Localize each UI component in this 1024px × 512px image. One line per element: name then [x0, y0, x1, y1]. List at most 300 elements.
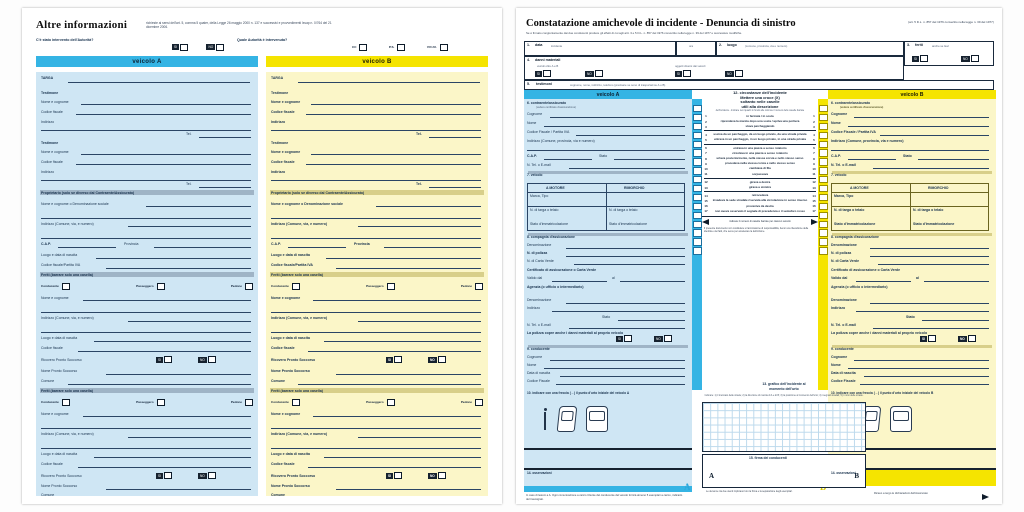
sec8-polizza-input-b[interactable]: [870, 256, 989, 257]
witness2-tel-input-a[interactable]: [199, 187, 251, 188]
signature-label-a: A: [709, 472, 715, 480]
circumstances-legal-note: Il presente documento non costituisce un'ammissione di responsabilità, bensì una rilevazione delle identità e dei fatti, che serve per accelerare la definizione.: [704, 226, 809, 233]
injured2-ername-input-b[interactable]: [336, 489, 481, 490]
witness1-addr-input-b[interactable]: [271, 130, 481, 131]
sec8-question-no-b[interactable]: NO: [958, 335, 976, 342]
sec9-data-input-b[interactable]: [864, 376, 989, 377]
targa-label-a: TARGA: [41, 76, 54, 80]
sec8-validodal-input-b[interactable]: [856, 281, 911, 282]
injured1-comune-input-a[interactable]: [68, 384, 251, 385]
witness2-addr-input-a[interactable]: [41, 180, 251, 181]
circumstance-item: 3 stava parcheggiando 3: [705, 124, 815, 129]
injured1-pedone-a[interactable]: Pedone: [231, 283, 253, 290]
injured2-name-label-a: Nome e cognome: [41, 412, 69, 416]
right-page-reference: (art. 5 D.L. n. 857 del 1976 convertito nella legge n. 39 del 1977): [908, 20, 994, 24]
sec8-polizza-input-a[interactable]: [566, 256, 685, 257]
owner-prov-label-a: Provincia: [124, 242, 139, 246]
sec9-nome-input-b[interactable]: [848, 368, 989, 369]
sec7-row3b-a: Stato d'immatricolazione: [609, 222, 648, 226]
sec7-divider-a: [528, 171, 688, 174]
circumstances-instruction-1: Mettere una croce (X): [740, 94, 780, 100]
sec8-al-input-a[interactable]: [620, 281, 685, 282]
injured1-conducente-a[interactable]: Conducente: [41, 283, 70, 290]
injured2-conducente-b[interactable]: Conducente: [271, 399, 300, 406]
left-page: [22, 8, 502, 504]
injured2-passeggero-a[interactable]: Passeggero: [136, 399, 165, 406]
authority-si-checkbox[interactable]: SI: [172, 44, 188, 51]
circumstance-check-b-17[interactable]: [819, 247, 828, 254]
injured2-name-input2-b[interactable]: [271, 428, 481, 429]
owner-birth-input-a[interactable]: [96, 258, 251, 259]
injured1-er-no-a[interactable]: NO: [198, 356, 216, 363]
car-side-icon-a: [557, 406, 578, 432]
sec6-tel-b: N. Tel. o E-mail: [831, 163, 856, 167]
sec6-addr-input-b[interactable]: [831, 150, 989, 151]
sec10-label-b: 10. indicare con una freccia (→) il punto d'urto iniziale del veicolo B: [831, 391, 934, 395]
sec9-cf-input-b[interactable]: [860, 384, 989, 385]
injured2-ername-input-a[interactable]: [106, 489, 251, 490]
circumstance-check-b-3[interactable]: [819, 123, 828, 130]
owner-addr-label-a: Indirizzo (Comune, via, e numero): [41, 222, 94, 226]
sec8-denom-input-a[interactable]: [566, 248, 685, 249]
which-authority-label: Quale Autorità è intervenuta?: [237, 38, 288, 42]
injured2-er-si-b[interactable]: SI: [386, 472, 402, 479]
sec8-question-si-b[interactable]: SI: [920, 335, 936, 342]
left-column-vehicle-a: [36, 72, 258, 496]
injured1-addr-input-a[interactable]: [128, 321, 251, 322]
sec7-col2-a: RIMORCHIO: [624, 185, 645, 190]
sec8-denom-b: Denominazione: [831, 243, 857, 247]
witness2-name-input-b[interactable]: [311, 154, 481, 155]
circumstance-check-a-11[interactable]: [693, 194, 702, 201]
witness1-name-input-b[interactable]: [311, 104, 481, 105]
sec9-nome-input-a[interactable]: [544, 368, 685, 369]
injured1-er-si-a[interactable]: SI: [156, 356, 172, 363]
sec8-stato-input-a[interactable]: [618, 320, 685, 321]
circumstance-check-b-16[interactable]: [819, 238, 828, 245]
injured2-birth-input-b[interactable]: [324, 457, 481, 458]
injured2-name-input-b[interactable]: [313, 416, 481, 417]
circumstance-item: 4 usciva da un parcheggio, da un luogo privato, da una strada privata 4: [705, 132, 815, 137]
witness1-cf-input-a[interactable]: [76, 114, 251, 115]
injured1-cf-input-a[interactable]: [78, 351, 251, 352]
witness2-tel-label-a: Tel.: [186, 182, 192, 186]
sec6-stato-input-b[interactable]: [918, 159, 989, 160]
right-vehicle-a-banner: veicolo A: [524, 90, 692, 99]
sec6-addr-a: Indirizzo (Comune, provincia, via e numero): [527, 139, 595, 143]
box-date[interactable]: 1. data incidente: [524, 41, 676, 56]
owner-addr-input-b[interactable]: [358, 226, 481, 227]
sec8-tel-input-b[interactable]: [873, 328, 989, 329]
witness1-cf-input-b[interactable]: [306, 114, 481, 115]
circumstance-check-a-15[interactable]: [693, 229, 702, 236]
circumstance-check-a-13[interactable]: [693, 212, 702, 219]
box-witnesses[interactable]: 5. testimoni cognome, nome, indirizzo, telefono (precisare se sono di trasportati su A o B): [524, 80, 994, 90]
sec9-cognome-a: Cognome: [527, 355, 543, 359]
circumstance-check-a-7[interactable]: [693, 158, 702, 165]
owner-prov-input-a[interactable]: [154, 247, 251, 248]
sec9-cognome-input-b[interactable]: [854, 360, 989, 361]
owner-birth-input-b[interactable]: [326, 258, 481, 259]
damage-objects-si[interactable]: SI: [675, 70, 691, 77]
injured1-birth-input-a[interactable]: [94, 341, 251, 342]
owner-name-input2-b[interactable]: [271, 218, 481, 219]
owner-cf-input-a[interactable]: [106, 268, 251, 269]
injured2-addr-input2-b[interactable]: [271, 448, 481, 449]
sec8-cert-b: Certificato di assicurazione o Carta Verde: [831, 268, 901, 272]
injured1-addr-label-b: Indirizzo (Comune, via, e numero): [271, 316, 328, 320]
circumstance-check-a-6[interactable]: [693, 149, 702, 156]
sec8-denom2-input-b[interactable]: [870, 303, 989, 304]
circumstance-check-a-9[interactable]: [693, 176, 702, 183]
damage-vehicles-si[interactable]: SI: [535, 70, 551, 77]
injured1-pedone-b[interactable]: Pedone: [461, 283, 483, 290]
car-rear-icon-b: [890, 406, 912, 432]
circumstance-check-a-12[interactable]: [693, 203, 702, 210]
sec6-cap-b: C.A.P.: [831, 154, 841, 158]
sec9-data-a: Data di nascita: [527, 371, 551, 375]
box-material-damage[interactable]: 4. danni materiali veicoli oltre A e B oggetti diversi dai veicoli SI NO SI NO: [524, 56, 904, 80]
damage-vehicles-no[interactable]: NO: [585, 70, 603, 77]
circumstances-column: [702, 90, 818, 381]
authority-vvuu-checkbox[interactable]: VV.UU.: [427, 44, 448, 51]
authority-question-options: [172, 35, 224, 53]
injured1-ername-label-b: Nome Pronto Soccorso: [271, 369, 310, 373]
circumstances-title: 12. circostanze dell'incidente: [733, 90, 787, 95]
owner-addr-input-a[interactable]: [128, 226, 251, 227]
sec8-stato-input-b[interactable]: [922, 320, 989, 321]
owner-addr-input2-a[interactable]: [41, 238, 251, 239]
injured-si-checkbox[interactable]: SI: [912, 55, 928, 62]
sec8-al-input-b[interactable]: [924, 281, 989, 282]
injured2-addr-input-a[interactable]: [128, 437, 251, 438]
sec6-cognome-input-a[interactable]: [550, 117, 685, 118]
injured2-birth-input-a[interactable]: [94, 457, 251, 458]
circumstance-check-a-5[interactable]: [693, 141, 702, 148]
left-page-title-note: richieste ai sensi dell'art. 5, comma 5 quater, della Legge 26 maggio 2000 n. 137 e successivi e provvedimenti Isvap n. 0/764 del 21 dicembre 2006.: [146, 21, 332, 30]
sec6-cf-input-b[interactable]: [880, 135, 989, 136]
witness2-cf-input-b[interactable]: [306, 164, 481, 165]
circumstance-check-b-9[interactable]: [819, 176, 828, 183]
injured2-name-input2-a[interactable]: [41, 428, 251, 429]
sec6-addr-input-a[interactable]: [527, 150, 685, 151]
injured1-checkboxes-a: [41, 283, 253, 290]
sec7-row1-b: Marca, Tipo: [834, 194, 854, 198]
injured2-comune-label-a: Comune: [41, 493, 55, 497]
circumstance-check-a-14[interactable]: [693, 221, 702, 228]
sec7-row3-b: Stato d'immatricolazione: [834, 222, 876, 226]
circumstance-check-a-1[interactable]: [693, 105, 702, 112]
injured2-er-si-a[interactable]: SI: [156, 472, 172, 479]
box-time[interactable]: ora: [676, 41, 716, 56]
injured1-birth-input-b[interactable]: [324, 341, 481, 342]
witness1-name-input-a[interactable]: [81, 104, 251, 105]
authority-no-checkbox[interactable]: NO: [206, 44, 224, 51]
injured1-ername-input-a[interactable]: [106, 374, 251, 375]
injured1-comune-input-b[interactable]: [298, 384, 481, 385]
sec9-nome-b: Nome: [831, 363, 841, 367]
circumstance-check-b-11[interactable]: [819, 194, 828, 201]
injured1-name-label-b: Nome e cognome: [271, 296, 301, 300]
injured1-er-si-b[interactable]: SI: [386, 356, 402, 363]
circumstance-check-b-8[interactable]: [819, 167, 828, 174]
injured1-name-input2-a[interactable]: [41, 312, 251, 313]
injured2-pedone-b[interactable]: Pedone: [461, 399, 483, 406]
injured1-passeggero-a[interactable]: Passeggero: [136, 283, 165, 290]
circumstance-check-a-8[interactable]: [693, 167, 702, 174]
sec6-cap-a: C.A.P.: [527, 154, 537, 158]
injured2-checkboxes-b: [271, 399, 483, 406]
witness2-tel-input-b[interactable]: [429, 187, 481, 188]
circumstances-count-row: [702, 216, 818, 225]
injured1-ername-input-b[interactable]: [336, 374, 481, 375]
owner-name-input-a[interactable]: [146, 206, 251, 207]
owner-prov-label-b: Provincia: [354, 242, 370, 246]
sec7-table-a: [527, 183, 685, 231]
sec8-denom2-input-a[interactable]: [566, 303, 685, 304]
injured1-addr-input2-b[interactable]: [271, 332, 481, 333]
right-page: [516, 8, 1002, 504]
sec14-label-a: 14. osservazioni: [527, 471, 552, 475]
targa-input-b[interactable]: [298, 82, 480, 83]
targa-label-b: TARGA: [271, 76, 284, 80]
owner-name-input2-a[interactable]: [41, 218, 251, 219]
injured2-pedone-a[interactable]: Pedone: [231, 399, 253, 406]
sec6-stato-b: Stato: [903, 154, 912, 158]
injured2-passeggero-b[interactable]: Passeggero: [366, 399, 395, 406]
witness2-cf-input-a[interactable]: [76, 164, 251, 165]
circumstance-check-b-10[interactable]: [819, 185, 828, 192]
footnote-right: Ricavo a tergo le dichiarazioni dell'Assicurato: [874, 492, 928, 495]
sec6-stato-input-a[interactable]: [614, 159, 685, 160]
sec6-nome-input-b[interactable]: [848, 126, 989, 127]
signatures-note: Le denunce tra due utenti implicano loro la firma e la separazione degli esemplari.: [706, 490, 793, 493]
witness2-name-label-b: Nome e cognome: [271, 150, 301, 154]
circumstance-check-b-14[interactable]: [819, 221, 828, 228]
sec6-nome-b: Nome: [831, 121, 841, 125]
sec6-tel-input-a[interactable]: [569, 168, 685, 169]
sec9-cf-input-a[interactable]: [556, 384, 685, 385]
sec9-data-input-a[interactable]: [560, 376, 685, 377]
sec9-cognome-input-a[interactable]: [550, 360, 685, 361]
sec9-nome-a: Nome: [527, 363, 537, 367]
circumstance-check-a-4[interactable]: [693, 132, 702, 139]
injured2-label-a: Feriti (barrare solo una casella): [41, 389, 93, 393]
injured2-cf-label-b: Codice fiscale: [271, 462, 295, 466]
witness2-name-input-a[interactable]: [81, 154, 251, 155]
right-column-vehicle-a: [524, 99, 692, 390]
sec9-divider-b: [832, 345, 992, 348]
injured2-checkboxes-a: [41, 399, 253, 406]
sec8-denom-input-b[interactable]: [870, 248, 989, 249]
authority-question-label: C'è stato intervento dell'Autorità?: [36, 38, 94, 42]
injured2-cf-input-a[interactable]: [78, 467, 251, 468]
injured1-passeggero-b[interactable]: Passeggero: [366, 283, 395, 290]
circumstance-check-b-7[interactable]: [819, 158, 828, 165]
injured1-name-input-b[interactable]: [313, 300, 481, 301]
sec6-cognome-input-b[interactable]: [854, 117, 989, 118]
circumstances-instruction-3: utili alla descrizione: [741, 104, 779, 110]
right-column-vehicle-b: [828, 99, 996, 390]
circumstances-instruction-2: soltanto nelle caselle: [740, 99, 780, 105]
circumstance-check-b-1[interactable]: [819, 105, 828, 112]
circumstance-check-b-4[interactable]: [819, 132, 828, 139]
sec8-question-a: La polizza copre anche i danni materiali al proprio veicolo: [527, 331, 624, 335]
injured1-birth-label-b: Luogo e data di nascita: [271, 336, 310, 340]
authority-cc-checkbox[interactable]: CC: [352, 44, 367, 51]
circumstance-check-b-2[interactable]: [819, 114, 828, 121]
circumstance-check-a-3[interactable]: [693, 123, 702, 130]
sec8-cv-b: N. di Carta Verde: [831, 259, 860, 263]
impact-diagram-a[interactable]: [542, 406, 608, 432]
injured1-er-no-b[interactable]: NO: [428, 356, 446, 363]
sec8-al-b: al: [916, 276, 919, 280]
sec8-validodal-a: Valido dal: [527, 276, 543, 280]
arrow-right-icon: [811, 219, 818, 225]
owner-cap-input-b[interactable]: [288, 247, 346, 248]
owner-prov-input-b[interactable]: [384, 247, 481, 248]
sec8-question-no-a[interactable]: NO: [654, 335, 672, 342]
damage-box-a[interactable]: [524, 450, 692, 468]
impact-point-box-a: [524, 390, 692, 448]
witness1-addr-input-a[interactable]: [41, 130, 251, 131]
sec13-hint: Indicare: 1) il tracciato delle strade; 2) la direzione di marcia di A e di B; 3) la posizione al momento dell'urto; 4) i segnali stradali; 5) i nomi delle strade.: [704, 394, 864, 397]
circumstance-item: 2 riprendeva la marcia dopo una sosta / apriva una portiera 2: [705, 118, 815, 124]
owner-birth-label-b: Luogo e data di nascita: [271, 253, 310, 257]
owner-cf-input-b[interactable]: [336, 268, 481, 269]
sec7-divider-b: [832, 171, 992, 174]
injured2-addr-input-b[interactable]: [358, 437, 481, 438]
circumstance-item: 12 girava a destra 12: [704, 179, 816, 185]
injured2-er-no-b[interactable]: NO: [428, 472, 446, 479]
sec8-validodal-input-a[interactable]: [552, 281, 607, 282]
targa-input-a[interactable]: [68, 82, 250, 83]
owner-addr-input2-b[interactable]: [271, 238, 481, 239]
owner-name-input-b[interactable]: [376, 206, 481, 207]
injured1-addr-input2-a[interactable]: [41, 332, 251, 333]
circumstance-check-a-2[interactable]: [693, 114, 702, 121]
sec8-indirizzo-input-a[interactable]: [552, 311, 685, 312]
which-authority-options: [352, 35, 448, 53]
sec8-cv-input-a[interactable]: [574, 264, 685, 265]
circumstance-check-b-5[interactable]: [819, 141, 828, 148]
injured2-name-input-a[interactable]: [83, 416, 251, 417]
sec8-question-si-a[interactable]: SI: [616, 335, 632, 342]
sec7-row2b-b: N. di targa o telaio: [913, 208, 944, 212]
circumstance-check-b-6[interactable]: [819, 149, 828, 156]
sec9-cognome-b: Cognome: [831, 355, 848, 359]
circumstance-check-b-13[interactable]: [819, 212, 828, 219]
circumstance-checkboxes-b: [819, 105, 828, 256]
sec7-row2b-a: N. di targa o telaio: [609, 208, 638, 212]
left-vehicle-a-banner: veicolo A: [36, 56, 258, 67]
sec7-col1-a: A MOTORE: [546, 185, 565, 190]
owner-name-label-b: Nome e cognome o Denominazione sociale: [271, 202, 343, 206]
injured1-addr-input-b[interactable]: [358, 321, 481, 322]
injured2-birth-label-b: Luogo e data di nascita: [271, 452, 310, 456]
injured2-er-no-a[interactable]: NO: [198, 472, 216, 479]
injured1-addr-label-a: Indirizzo (Comune, via, e numero): [41, 316, 94, 320]
witness2-addr-input-b[interactable]: [271, 180, 481, 181]
witness1-tel-input-b[interactable]: [429, 137, 481, 138]
circumstance-item: 8 urtava posteriormente, nella stessa corsia e nello stesso senso 8: [705, 156, 815, 161]
sec10-label-a: 10. indicare con una freccia (→) il punto d'urto iniziale del veicolo A: [527, 391, 630, 395]
owner-cap-label-b: C.A.P.: [271, 242, 281, 246]
sec6-nome-input-a[interactable]: [544, 126, 685, 127]
injured1-ername-label-a: Nome Pronto Soccorso: [41, 369, 78, 373]
damage-objects-no[interactable]: NO: [725, 70, 743, 77]
injured1-cf-input-b[interactable]: [308, 351, 481, 352]
injured1-cf-label-a: Codice fiscale: [41, 346, 63, 350]
injured2-conducente-a[interactable]: Conducente: [41, 399, 70, 406]
sec8-tel-b: N. Tel. o E-mail: [831, 323, 856, 327]
injured1-comune-label-a: Comune: [41, 379, 55, 383]
sec14-label-b: 14. osservazioni: [831, 471, 856, 475]
injured2-ername-label-b: Nome Pronto Soccorso: [271, 484, 310, 488]
injured-no-checkbox[interactable]: NO: [961, 55, 979, 62]
circumstance-check-b-12[interactable]: [819, 203, 828, 210]
circumstance-item: 6 entrava in una piazza a senso rotatorio 6: [705, 145, 815, 151]
injured1-name-input2-b[interactable]: [271, 312, 481, 313]
witness2-cf-label-b: Codice fiscale: [271, 160, 295, 164]
circumstance-item: 11 sorpassava 11: [704, 171, 816, 177]
witness2-addr-label-a: Indirizzo: [41, 170, 55, 174]
sec6-cap-input-a[interactable]: [544, 159, 592, 160]
circumstance-item: 7 circolava in una piazza a senso rotatorio 7: [705, 150, 815, 156]
injured1-name-input-a[interactable]: [83, 300, 251, 301]
witness1-tel-input-a[interactable]: [199, 137, 251, 138]
sec8-cv-input-b[interactable]: [878, 264, 989, 265]
injured2-cf-input-b[interactable]: [308, 467, 481, 468]
sec6-cf-input-a[interactable]: [576, 135, 685, 136]
witness2-tel-label-b: Tel.: [416, 182, 422, 186]
circumstances-list: [702, 114, 818, 214]
owner-cap-input-a[interactable]: [58, 247, 116, 248]
witness1-addr-label-a: Indirizzo: [41, 120, 55, 124]
authority-ps-checkbox[interactable]: P.S.: [389, 44, 405, 51]
circumstance-check-a-10[interactable]: [693, 185, 702, 192]
circumstance-check-a-16[interactable]: [693, 238, 702, 245]
accident-diagram-grid[interactable]: [702, 402, 866, 452]
sec6-cap-input-b[interactable]: [848, 159, 896, 160]
injured1-cf-label-b: Codice fiscale: [271, 346, 295, 350]
sec8-stato-b: Stato: [906, 315, 915, 319]
circumstance-check-b-15[interactable]: [819, 229, 828, 236]
sec8-denom2-b: Denominazione: [831, 298, 857, 302]
bottom-blue-strip-a: [524, 486, 692, 492]
owner-name-label-a: Nome e cognome o Denominazione sociale: [41, 202, 109, 206]
injured2-addr-input2-a[interactable]: [41, 448, 251, 449]
sec8-indirizzo-input-b[interactable]: [856, 311, 989, 312]
left-page-title: Altre informazioni: [36, 19, 128, 31]
box-place[interactable]: 2. luogo (comune, provincia, via e numero): [716, 41, 904, 56]
owner-label-a: Proprietario (solo se diverso dal Contraente/Assicurato): [41, 191, 135, 195]
box-injured[interactable]: 3. feriti anche se lievi SI NO: [904, 41, 994, 66]
sec8-stato-a: Stato: [602, 315, 611, 319]
witness1-cf-label-a: Codice fiscale: [41, 110, 63, 114]
sec6-cf-b: Codice Fiscale / Partita IVA: [831, 130, 876, 134]
circumstance-item: 1 in fermata / in sosta 1: [705, 113, 815, 119]
sec8-denom2-a: Denominazione: [527, 298, 552, 302]
sec8-tel-input-a[interactable]: [569, 328, 685, 329]
witness2-name-label-a: Nome e cognome: [41, 150, 69, 154]
footnote-left: In caso di lesioni a A. Ogni comunicazione a carico Cliente del conducente del veicolo fornirà almeno 5 esemplari a carico, indicarlo del trasmigrati.: [526, 494, 683, 501]
sec6-tel-input-b[interactable]: [873, 168, 989, 169]
circumstance-check-a-17[interactable]: [693, 247, 702, 254]
injured1-checkboxes-b: [271, 283, 483, 290]
injured1-conducente-b[interactable]: Conducente: [271, 283, 300, 290]
circumstance-item: 13 girava a sinistra 13: [704, 184, 816, 190]
